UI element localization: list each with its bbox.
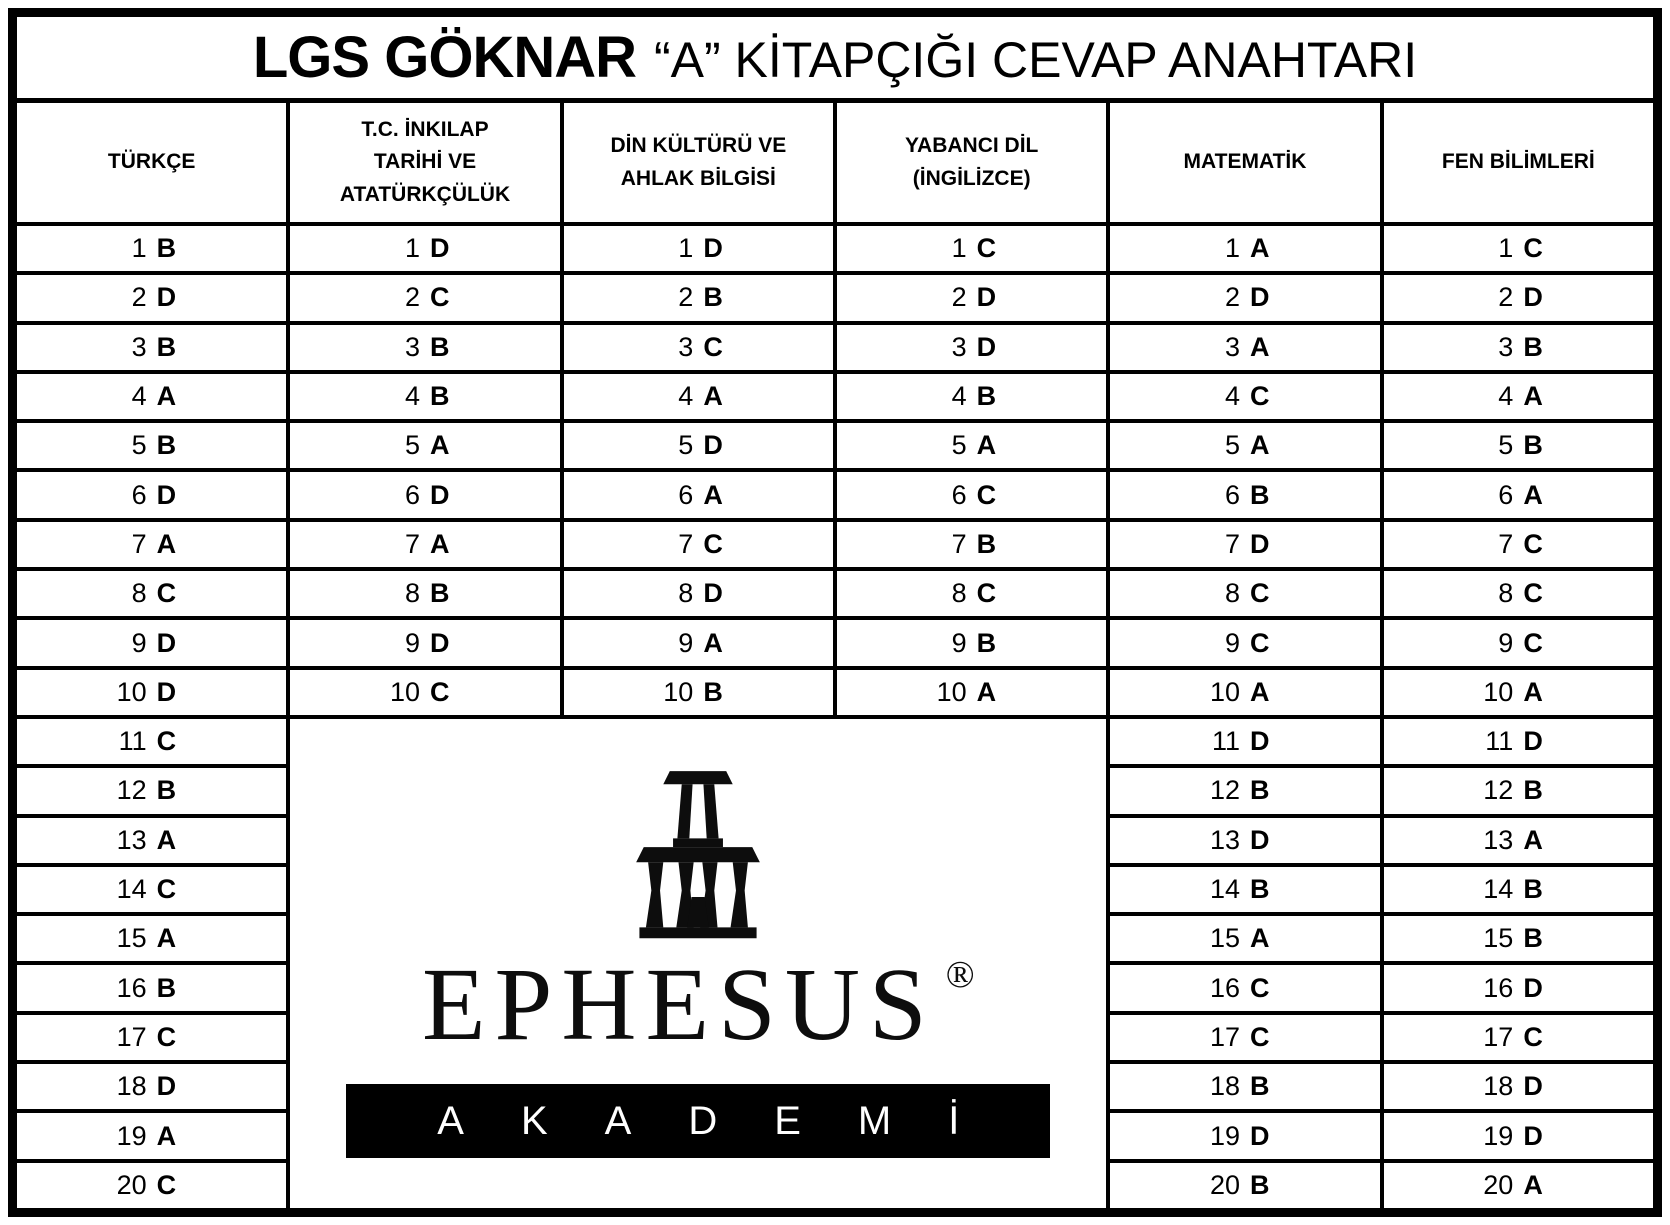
answer-cell-din-kulturu-4 — [564, 374, 833, 419]
question-number: 8 — [1498, 578, 1514, 609]
answer-cell-turkce-8 — [17, 571, 286, 616]
answer-cell-turkce-2 — [17, 275, 286, 320]
answer-cell-inkilap-tarihi-4 — [290, 374, 559, 419]
answer-cell-inkilap-tarihi-10 — [290, 670, 559, 715]
answer-letter: C — [1249, 627, 1270, 658]
answer-cell-fen-bilimleri-4 — [1384, 374, 1653, 419]
answer-letter: B — [1249, 775, 1270, 806]
answer-letter: D — [1523, 1120, 1543, 1151]
answer-cell-inkilap-tarihi-5 — [290, 423, 559, 468]
column-header-line: YABANCI DİL — [904, 133, 1039, 157]
answer-cell-din-kulturu-1 — [564, 226, 833, 271]
question-number: 6 — [131, 479, 147, 510]
question-number: 16 — [1209, 972, 1240, 1003]
answer-cell-matematik-4 — [1110, 374, 1379, 419]
answer-cell-turkce-17 — [17, 1015, 286, 1060]
answer-letter: C — [429, 282, 450, 313]
question-number: 9 — [1224, 627, 1240, 658]
answer-cell-din-kulturu-6 — [564, 472, 833, 517]
answer-letter: C — [976, 479, 997, 510]
question-number: 1 — [1498, 233, 1514, 264]
question-number: 1 — [951, 233, 967, 264]
answer-cell-turkce-11 — [17, 719, 286, 764]
answer-letter: A — [1249, 923, 1270, 954]
column-header-line: (İNGİLİZCE) — [912, 166, 1031, 190]
column-header-line: AHLAK BİLGİSİ — [620, 166, 776, 190]
answer-letter: B — [429, 578, 450, 609]
answer-cell-din-kulturu-3 — [564, 325, 833, 370]
answer-cell-matematik-20 — [1110, 1163, 1379, 1208]
answer-letter: A — [156, 824, 177, 855]
question-number: 6 — [678, 479, 694, 510]
question-number: 15 — [1209, 923, 1240, 954]
question-number: 2 — [404, 282, 420, 313]
answer-cell-turkce-20 — [17, 1163, 286, 1208]
answer-letter: B — [1249, 1169, 1270, 1200]
answer-letter: A — [429, 528, 450, 559]
question-number: 14 — [1209, 874, 1240, 905]
answer-cell-fen-bilimleri-19 — [1384, 1113, 1653, 1158]
question-number: 18 — [1209, 1071, 1240, 1102]
answer-cell-turkce-12 — [17, 768, 286, 813]
answer-cell-fen-bilimleri-18 — [1384, 1064, 1653, 1109]
answer-letter: B — [1523, 923, 1543, 954]
column-header-line: TARİHİ VE — [373, 150, 477, 174]
question-number: 15 — [1483, 923, 1514, 954]
answer-letter: D — [1523, 972, 1543, 1003]
answer-letter: C — [1249, 578, 1270, 609]
question-number: 4 — [1498, 381, 1514, 412]
question-number: 4 — [1224, 381, 1240, 412]
answer-letter: C — [1523, 578, 1543, 609]
question-number: 7 — [404, 528, 420, 559]
answer-letter: A — [156, 528, 177, 559]
answer-letter: D — [1523, 1071, 1543, 1102]
answer-letter: C — [703, 528, 723, 559]
answer-letter: B — [703, 282, 723, 313]
answer-letter: B — [1249, 479, 1270, 510]
answer-cell-fen-bilimleri-14 — [1384, 867, 1653, 912]
answer-letter: D — [429, 479, 450, 510]
question-number: 3 — [131, 331, 147, 362]
answer-letter: C — [976, 578, 997, 609]
answer-cell-fen-bilimleri-20 — [1384, 1163, 1653, 1208]
question-number: 11 — [118, 726, 147, 757]
answer-cell-turkce-7 — [17, 522, 286, 567]
question-number: 20 — [116, 1169, 147, 1200]
answer-letter: A — [156, 923, 177, 954]
title-subtitle: “A” KİTAPÇIĞI CEVAP ANAHTARI — [654, 32, 1418, 88]
answer-letter: B — [429, 381, 450, 412]
question-number: 11 — [1211, 726, 1240, 757]
question-number: 19 — [116, 1120, 147, 1151]
answer-letter: D — [156, 627, 177, 658]
answer-letter: D — [1523, 282, 1543, 313]
answer-cell-din-kulturu-5 — [564, 423, 833, 468]
answer-cell-matematik-11 — [1110, 719, 1379, 764]
answer-letter: A — [1523, 1169, 1543, 1200]
answer-cell-matematik-6 — [1110, 472, 1379, 517]
answer-cell-matematik-16 — [1110, 965, 1379, 1010]
question-number: 3 — [678, 331, 694, 362]
answer-letter: D — [703, 430, 723, 461]
question-number: 10 — [389, 676, 420, 707]
answer-letter: B — [976, 381, 997, 412]
answer-cell-matematik-12 — [1110, 768, 1379, 813]
answer-cell-inkilap-tarihi-3 — [290, 325, 559, 370]
answer-letter: D — [976, 331, 997, 362]
question-number: 7 — [951, 528, 967, 559]
answer-cell-yabanci-dil-6 — [837, 472, 1106, 517]
answer-letter: A — [976, 676, 997, 707]
question-number: 7 — [131, 528, 147, 559]
answer-cell-fen-bilimleri-1 — [1384, 226, 1653, 271]
answer-letter: A — [156, 381, 177, 412]
question-number: 13 — [1209, 824, 1240, 855]
question-number: 5 — [404, 430, 420, 461]
answer-letter: C — [1249, 1021, 1270, 1052]
question-number: 9 — [131, 627, 147, 658]
question-number: 7 — [1224, 528, 1240, 559]
answer-cell-matematik-17 — [1110, 1015, 1379, 1060]
column-header-inkilap-tarihi — [290, 103, 559, 222]
answer-cell-turkce-18 — [17, 1064, 286, 1109]
answer-cell-matematik-13 — [1110, 818, 1379, 863]
answer-letter: B — [976, 528, 997, 559]
answer-cell-yabanci-dil-8 — [837, 571, 1106, 616]
column-header-line: FEN BİLİMLERİ — [1441, 150, 1595, 174]
answer-cell-fen-bilimleri-7 — [1384, 522, 1653, 567]
answer-cell-yabanci-dil-2 — [837, 275, 1106, 320]
answer-letter: A — [703, 381, 723, 412]
answer-letter: C — [1249, 972, 1270, 1003]
question-number: 16 — [1483, 972, 1514, 1003]
answer-cell-fen-bilimleri-5 — [1384, 423, 1653, 468]
answer-cell-yabanci-dil-3 — [837, 325, 1106, 370]
answer-cell-matematik-2 — [1110, 275, 1379, 320]
question-number: 7 — [1498, 528, 1514, 559]
answer-cell-fen-bilimleri-12 — [1384, 768, 1653, 813]
question-number: 8 — [678, 578, 694, 609]
question-number: 1 — [131, 233, 147, 264]
answer-letter: D — [703, 233, 723, 264]
ephesus-columns-icon — [622, 769, 774, 948]
answer-cell-inkilap-tarihi-2 — [290, 275, 559, 320]
question-number: 19 — [1483, 1120, 1514, 1151]
question-number: 5 — [1224, 430, 1240, 461]
answer-cell-matematik-3 — [1110, 325, 1379, 370]
answer-cell-yabanci-dil-1 — [837, 226, 1106, 271]
column-header-matematik — [1110, 103, 1379, 222]
answer-cell-yabanci-dil-7 — [837, 522, 1106, 567]
answer-letter: D — [703, 578, 723, 609]
answer-cell-turkce-5 — [17, 423, 286, 468]
answer-letter: B — [429, 331, 450, 362]
question-number: 12 — [1209, 775, 1240, 806]
logo-academy-banner — [346, 1084, 1050, 1158]
answer-cell-matematik-9 — [1110, 620, 1379, 665]
answer-letter: A — [1249, 430, 1270, 461]
answer-cell-fen-bilimleri-17 — [1384, 1015, 1653, 1060]
answer-letter: C — [156, 726, 177, 757]
question-number: 4 — [404, 381, 420, 412]
question-number: 16 — [116, 972, 147, 1003]
answer-letter: D — [1249, 282, 1270, 313]
answer-table — [17, 103, 1653, 1208]
question-number: 18 — [116, 1071, 147, 1102]
answer-letter: C — [1249, 381, 1270, 412]
question-number: 10 — [1483, 676, 1514, 707]
answer-cell-fen-bilimleri-3 — [1384, 325, 1653, 370]
answer-cell-turkce-15 — [17, 916, 286, 961]
answer-cell-fen-bilimleri-15 — [1384, 916, 1653, 961]
question-number: 2 — [1498, 282, 1514, 313]
answer-letter: A — [1249, 331, 1270, 362]
question-number: 2 — [131, 282, 147, 313]
answer-cell-turkce-6 — [17, 472, 286, 517]
answer-cell-inkilap-tarihi-9 — [290, 620, 559, 665]
answer-letter: C — [156, 1169, 177, 1200]
answer-cell-inkilap-tarihi-1 — [290, 226, 559, 271]
publisher-logo — [290, 719, 1106, 1208]
answer-letter: A — [156, 1120, 177, 1151]
answer-letter: D — [156, 676, 177, 707]
answer-letter: C — [1523, 1021, 1543, 1052]
question-number: 19 — [1209, 1120, 1240, 1151]
answer-cell-matematik-1 — [1110, 226, 1379, 271]
question-number: 2 — [951, 282, 967, 313]
answer-letter: A — [1523, 479, 1543, 510]
question-number: 1 — [678, 233, 694, 264]
question-number: 17 — [1483, 1021, 1514, 1052]
question-number: 8 — [1224, 578, 1240, 609]
answer-cell-matematik-15 — [1110, 916, 1379, 961]
answer-cell-turkce-19 — [17, 1113, 286, 1158]
question-number: 9 — [1498, 627, 1514, 658]
answer-letter: D — [1249, 1120, 1270, 1151]
answer-cell-fen-bilimleri-10 — [1384, 670, 1653, 715]
answer-letter: C — [1523, 233, 1543, 264]
answer-letter: B — [156, 233, 177, 264]
answer-letter: A — [703, 627, 723, 658]
answer-letter: B — [703, 676, 723, 707]
answer-cell-din-kulturu-9 — [564, 620, 833, 665]
question-number: 14 — [1483, 874, 1514, 905]
question-number: 9 — [404, 627, 420, 658]
question-number: 2 — [1224, 282, 1240, 313]
question-number: 3 — [1498, 331, 1514, 362]
answer-cell-turkce-10 — [17, 670, 286, 715]
answer-letter: D — [429, 233, 450, 264]
question-number: 3 — [404, 331, 420, 362]
answer-letter: B — [1523, 874, 1543, 905]
question-number: 14 — [116, 874, 147, 905]
answer-letter: D — [1249, 824, 1270, 855]
question-number: 17 — [1209, 1021, 1240, 1052]
column-header-line: T.C. İNKILAP — [361, 117, 489, 141]
answer-cell-fen-bilimleri-2 — [1384, 275, 1653, 320]
answer-letter: A — [429, 430, 450, 461]
answer-letter: A — [1249, 676, 1270, 707]
answer-letter: A — [1523, 676, 1543, 707]
answer-letter: A — [1249, 233, 1270, 264]
question-number: 2 — [678, 282, 694, 313]
answer-cell-fen-bilimleri-8 — [1384, 571, 1653, 616]
question-number: 9 — [678, 627, 694, 658]
page-title — [17, 17, 1653, 103]
answer-cell-inkilap-tarihi-6 — [290, 472, 559, 517]
answer-cell-yabanci-dil-9 — [837, 620, 1106, 665]
answer-letter: B — [156, 430, 177, 461]
answer-letter: C — [976, 233, 997, 264]
answer-letter: B — [156, 775, 177, 806]
answer-letter: A — [1523, 381, 1543, 412]
question-number: 4 — [678, 381, 694, 412]
question-number: 10 — [116, 676, 147, 707]
answer-letter: B — [156, 331, 177, 362]
answer-letter: C — [429, 676, 450, 707]
answer-cell-fen-bilimleri-6 — [1384, 472, 1653, 517]
answer-cell-din-kulturu-10 — [564, 670, 833, 715]
answer-letter: D — [429, 627, 450, 658]
question-number: 11 — [1485, 726, 1514, 757]
question-number: 6 — [1224, 479, 1240, 510]
question-number: 10 — [1209, 676, 1240, 707]
answer-letter: D — [156, 1071, 177, 1102]
answer-cell-matematik-19 — [1110, 1113, 1379, 1158]
answer-cell-turkce-3 — [17, 325, 286, 370]
column-header-line: ATATÜRKÇÜLÜK — [339, 182, 511, 206]
answer-letter: B — [1249, 1071, 1270, 1102]
answer-letter: A — [1523, 824, 1543, 855]
answer-cell-turkce-9 — [17, 620, 286, 665]
question-number: 5 — [1498, 430, 1514, 461]
title-brand: LGS GÖKNAR — [252, 25, 636, 90]
answer-letter: D — [156, 479, 177, 510]
question-number: 17 — [116, 1021, 147, 1052]
answer-letter: A — [703, 479, 723, 510]
logo-wordmark — [421, 946, 975, 1062]
question-number: 20 — [1209, 1169, 1240, 1200]
question-number: 6 — [404, 479, 420, 510]
answer-letter: C — [1523, 528, 1543, 559]
answer-cell-fen-bilimleri-11 — [1384, 719, 1653, 764]
question-number: 1 — [404, 233, 420, 264]
question-number: 20 — [1483, 1169, 1514, 1200]
answer-letter: C — [156, 578, 177, 609]
answer-letter: D — [976, 282, 997, 313]
question-number: 5 — [951, 430, 967, 461]
answer-letter: A — [976, 430, 997, 461]
question-number: 5 — [131, 430, 147, 461]
question-number: 4 — [951, 381, 967, 412]
answer-cell-yabanci-dil-4 — [837, 374, 1106, 419]
column-header-line: MATEMATİK — [1183, 150, 1307, 174]
column-header-turkce — [17, 103, 286, 222]
answer-cell-matematik-7 — [1110, 522, 1379, 567]
logo-academy-text: AKADEMİ — [437, 1098, 1017, 1143]
question-number: 3 — [1224, 331, 1240, 362]
registered-trademark-icon: ® — [945, 953, 975, 996]
answer-letter: C — [156, 1021, 177, 1052]
answer-cell-din-kulturu-7 — [564, 522, 833, 567]
answer-letter: B — [1249, 874, 1270, 905]
answer-letter: D — [1523, 726, 1543, 757]
answer-cell-turkce-14 — [17, 867, 286, 912]
question-number: 6 — [1498, 479, 1514, 510]
answer-letter: C — [1523, 627, 1543, 658]
answer-letter: B — [976, 627, 997, 658]
answer-cell-yabanci-dil-5 — [837, 423, 1106, 468]
question-number: 7 — [678, 528, 694, 559]
question-number: 8 — [131, 578, 147, 609]
question-number: 8 — [951, 578, 967, 609]
answer-cell-matematik-5 — [1110, 423, 1379, 468]
answer-cell-matematik-8 — [1110, 571, 1379, 616]
question-number: 12 — [116, 775, 147, 806]
question-number: 8 — [404, 578, 420, 609]
answer-letter: B — [1523, 430, 1543, 461]
answer-key-sheet — [8, 8, 1662, 1217]
answer-cell-yabanci-dil-10 — [837, 670, 1106, 715]
answer-letter: D — [1249, 528, 1270, 559]
question-number: 13 — [116, 824, 147, 855]
answer-cell-fen-bilimleri-16 — [1384, 965, 1653, 1010]
answer-letter: D — [156, 282, 177, 313]
answer-letter: C — [156, 874, 177, 905]
answer-cell-inkilap-tarihi-8 — [290, 571, 559, 616]
answer-cell-turkce-1 — [17, 226, 286, 271]
column-header-line: TÜRKÇE — [107, 150, 196, 174]
answer-letter: B — [156, 972, 177, 1003]
column-header-line: DİN KÜLTÜRÜ VE — [610, 133, 787, 157]
answer-cell-din-kulturu-2 — [564, 275, 833, 320]
question-number: 12 — [1483, 775, 1514, 806]
question-number: 18 — [1483, 1071, 1514, 1102]
question-number: 15 — [116, 923, 147, 954]
answer-cell-turkce-13 — [17, 818, 286, 863]
logo-brand-text: EPHESUS — [421, 946, 936, 1062]
column-header-yabanci-dil — [837, 103, 1106, 222]
question-number: 6 — [951, 479, 967, 510]
answer-cell-turkce-4 — [17, 374, 286, 419]
answer-letter: C — [703, 331, 723, 362]
answer-cell-matematik-18 — [1110, 1064, 1379, 1109]
answer-cell-matematik-10 — [1110, 670, 1379, 715]
question-number: 13 — [1483, 824, 1514, 855]
question-number: 10 — [936, 676, 967, 707]
question-number: 5 — [678, 430, 694, 461]
question-number: 9 — [951, 627, 967, 658]
column-header-din-kulturu — [564, 103, 833, 222]
answer-cell-fen-bilimleri-13 — [1384, 818, 1653, 863]
question-number: 1 — [1224, 233, 1240, 264]
question-number: 10 — [663, 676, 694, 707]
answer-cell-fen-bilimleri-9 — [1384, 620, 1653, 665]
answer-letter: B — [1523, 775, 1543, 806]
answer-cell-inkilap-tarihi-7 — [290, 522, 559, 567]
answer-cell-din-kulturu-8 — [564, 571, 833, 616]
question-number: 4 — [131, 381, 147, 412]
column-header-fen-bilimleri — [1384, 103, 1653, 222]
answer-cell-turkce-16 — [17, 965, 286, 1010]
question-number: 3 — [951, 331, 967, 362]
answer-letter: B — [1523, 331, 1543, 362]
answer-cell-matematik-14 — [1110, 867, 1379, 912]
answer-letter: D — [1249, 726, 1270, 757]
